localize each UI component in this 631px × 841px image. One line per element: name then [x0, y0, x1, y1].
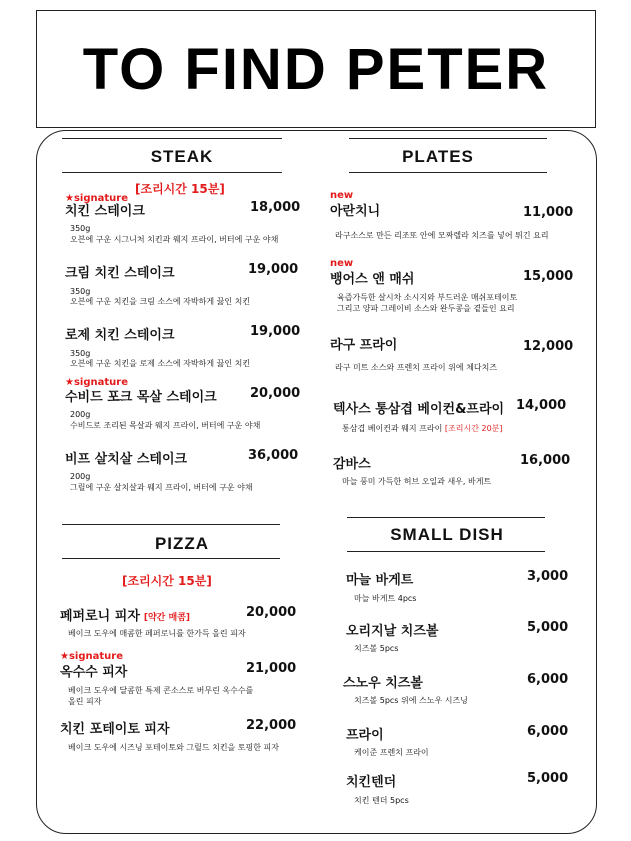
spicy-badge: [약간 매콤]: [143, 613, 191, 623]
steak-heading: STEAK: [150, 147, 214, 166]
section-rule: [347, 517, 545, 518]
plate-item-price: 14,000: [516, 398, 567, 413]
plate-item-price: 16,000: [520, 453, 571, 468]
plate-item-desc: 마늘 풍미 가득한 허브 오일과 새우, 바게트: [342, 477, 492, 486]
pizza-item-desc: 올린 피자: [68, 697, 102, 706]
section-rule: [62, 558, 280, 559]
pizza-item-price: 21,000: [246, 661, 297, 676]
steak-item-name: 로제 치킨 스테이크: [65, 328, 175, 343]
plate-item-name: 텍사스 통삼겹 베이컨&프라이: [333, 402, 505, 417]
steak-item-weight: 200g: [70, 472, 91, 481]
plate-item-desc: 라구 미트 소스와 프렌치 프라이 위에 체다치즈: [335, 363, 498, 372]
steak-item-price: 36,000: [248, 448, 299, 463]
steak-item-name: 비프 살치살 스테이크: [65, 452, 188, 467]
section-rule: [347, 551, 545, 552]
small-item-price: 3,000: [527, 569, 569, 584]
plate-item-name: 아란치니: [330, 204, 381, 219]
cook-time-note: [조리시간 20분]: [444, 424, 503, 433]
small-item-price: 5,000: [527, 771, 569, 786]
pizza-item-price: 22,000: [246, 718, 297, 733]
pizza-item-desc: 베이크 도우에 달콤한 특제 콘소스로 버무린 옥수수를: [68, 686, 254, 695]
section-rule: [62, 172, 282, 173]
steak-item-name: 크림 치킨 스테이크: [65, 266, 175, 281]
plate-item-price: 15,000: [523, 269, 574, 284]
new-tag: new: [330, 190, 354, 201]
steak-signature-tag: ★signature: [65, 377, 128, 388]
pizza-item-name: 페퍼로니 피자 [약간 매콤]: [60, 609, 191, 624]
section-rule: [62, 524, 280, 525]
small-item-desc: 치킨 텐더 5pcs: [354, 796, 409, 805]
small-item-price: 6,000: [527, 724, 569, 739]
plate-item-desc: 육즙가득한 살시차 소시지와 부드러운 매쉬포테이토: [337, 293, 518, 302]
small-item-price: 6,000: [527, 672, 569, 687]
steak-signature-tag: ★signature: [65, 193, 128, 204]
steak-item-weight: 350g: [70, 349, 91, 358]
steak-item-weight: 350g: [70, 287, 91, 296]
small-item-desc: 마늘 바게트 4pcs: [354, 594, 417, 603]
small-item-desc: 케이준 프렌치 프라이: [354, 748, 429, 757]
plate-item-desc: 통삼겹 베이컨과 웨지 프라이 [조리시간 20분]: [342, 424, 503, 433]
title-box: [36, 10, 596, 128]
steak-item-weight: 200g: [70, 410, 91, 419]
steak-item-desc: 수비드로 조리된 목살과 웨지 프라이, 버터에 구운 야채: [70, 421, 261, 430]
steak-item-price: 20,000: [250, 386, 301, 401]
steak-item-desc: 오븐에 구운 치킨을 로제 소스에 자박하게 끓인 치킨: [70, 359, 251, 368]
new-tag: new: [330, 258, 354, 269]
small-item-name: 마늘 바게트: [346, 573, 414, 588]
plate-item-desc: 라구소스로 만든 리조또 안에 모짜렐라 치즈를 넣어 튀긴 요리: [335, 231, 549, 240]
pizza-item-name: 치킨 포테이토 피자: [60, 722, 170, 737]
pizza-cook-time: [조리시간 15분]: [122, 574, 212, 588]
small-item-desc: 치즈볼 5pcs: [354, 644, 399, 653]
small-dish-heading: SMALL DISH: [390, 525, 504, 544]
small-item-name: 프라이: [346, 728, 384, 743]
steak-item-desc: 오븐에 구운 시그니처 치킨과 웨지 프라이, 버터에 구운 야채: [70, 235, 279, 244]
small-item-desc: 치즈볼 5pcs 위에 스노우 시즈닝: [354, 696, 468, 705]
pizza-item-desc: 베이크 도우에 매콤한 페퍼로니를 한가득 올린 피자: [68, 629, 246, 638]
pizza-item-name: 옥수수 피자: [60, 665, 128, 680]
plates-heading: PLATES: [402, 147, 474, 166]
pizza-signature-tag: ★signature: [60, 651, 123, 662]
steak-item-weight: 350g: [70, 224, 91, 233]
small-item-name: 오리지날 치즈볼: [346, 624, 439, 639]
small-item-name: 치킨텐더: [346, 775, 397, 790]
steak-item-price: 19,000: [250, 324, 301, 339]
steak-item-desc: 오븐에 구운 치킨을 크림 소스에 자박하게 끓인 치킨: [70, 297, 251, 306]
steak-item-price: 19,000: [248, 262, 299, 277]
plate-item-price: 11,000: [523, 205, 574, 220]
plate-item-desc: 그리고 양파 그레이비 소스와 완두콩을 곁들인 요리: [337, 304, 515, 313]
plate-item-name: 라구 프라이: [330, 338, 398, 353]
small-item-price: 5,000: [527, 620, 569, 635]
small-item-name: 스노우 치즈볼: [343, 676, 423, 691]
plate-item-name: 감바스: [333, 457, 371, 472]
steak-cook-time: [조리시간 15분]: [135, 182, 225, 196]
section-rule: [62, 138, 282, 139]
pizza-item-price: 20,000: [246, 605, 297, 620]
section-rule: [349, 138, 547, 139]
pizza-heading: PIZZA: [154, 534, 210, 553]
section-rule: [349, 172, 547, 173]
plate-item-name: 뱅어스 앤 매쉬: [330, 272, 415, 287]
page-title: TO FIND PETER: [82, 36, 550, 102]
steak-item-price: 18,000: [250, 200, 301, 215]
pizza-item-desc: 베이크 도우에 시즈닝 포테이토와 그릴드 치킨을 토핑한 피자: [68, 743, 279, 752]
steak-item-name: 치킨 스테이크: [65, 204, 145, 219]
steak-item-desc: 그릴에 구운 살치살과 웨지 프라이, 버터에 구운 야채: [70, 483, 253, 492]
steak-item-name: 수비드 포크 목살 스테이크: [65, 390, 217, 405]
plate-item-price: 12,000: [523, 339, 574, 354]
